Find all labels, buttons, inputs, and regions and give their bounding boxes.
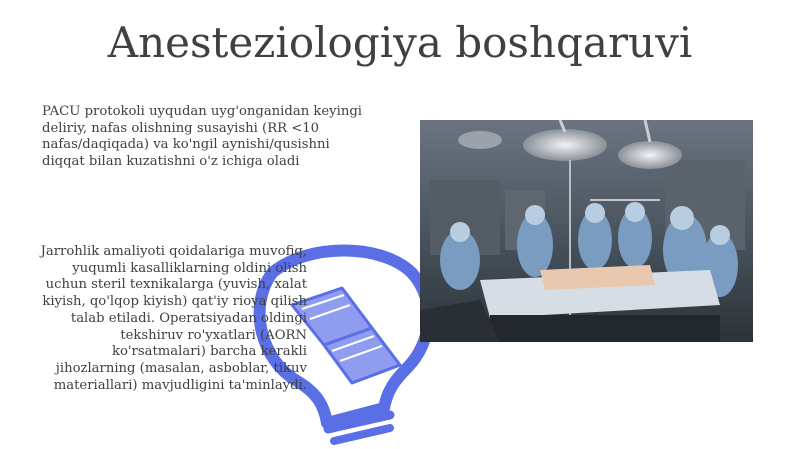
slide-title: Anesteziologiya boshqaruvi bbox=[107, 18, 693, 67]
body-paragraph-1: PACU protokoli uyqudan uyg'onganidan keyingi deliriy, nafas olishning susayishi (RR <10 nafas/daqiqada) va ko'ngil aynishi/qusishni diqqat bilan kuzatishni o'z ichiga oladi bbox=[42, 104, 362, 170]
operating-room-photo bbox=[420, 120, 753, 342]
body-paragraph-2: Jarrohlik amaliyoti qoidalariga muvofiq, yuqumli kasalliklarning oldini olish uchun steril texnikalarga (yuvish, xalat kiyish, qo'lqop kiyish) qat'iy rioya qilish talab etiladi. Operatsiyadan oldingi tekshiruv ro'yxatlari (AORN ko'rsatmalari) barcha kerakli jihozlarning (masalan, asboblar, tikuv materiallari) mavjudligini ta'minlaydi. bbox=[40, 244, 307, 393]
